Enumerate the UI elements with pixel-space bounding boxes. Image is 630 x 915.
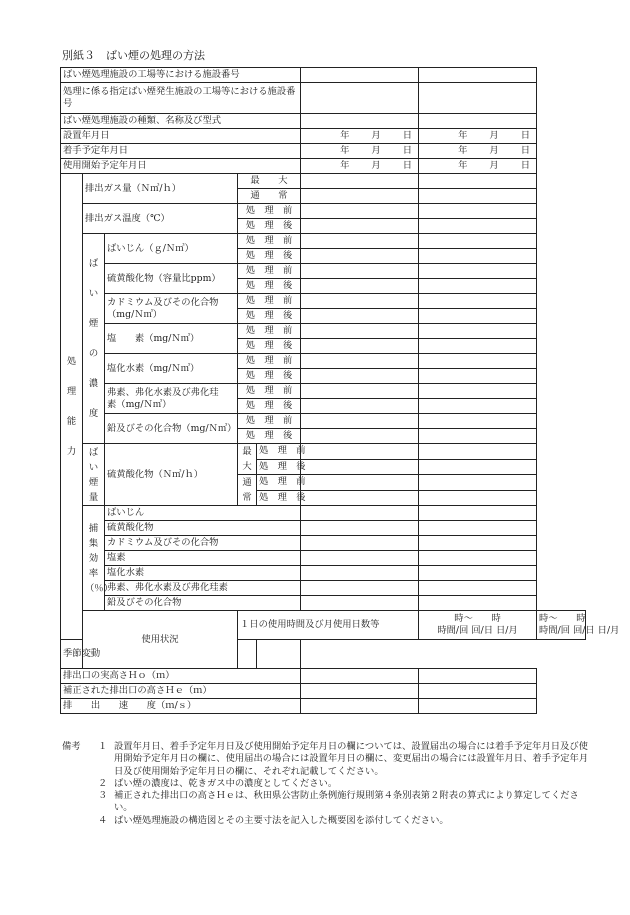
row-eff-f xyxy=(61,581,586,596)
label-pollutant: ばいじん（ｇ/Ｎ㎥） xyxy=(105,234,238,264)
input-cell[interactable] xyxy=(419,174,537,189)
label-normal-short: 通常 xyxy=(238,475,257,506)
label-outlet-velocity: 排 出 速 度（ｍ/ｓ） xyxy=(61,699,301,714)
year-label: 年 xyxy=(458,160,468,171)
input-cell[interactable] xyxy=(419,581,537,596)
label-after: 処 理 後 xyxy=(238,399,301,414)
label-after: 処 理 後 xyxy=(238,429,301,444)
row-facility-no xyxy=(61,68,586,83)
input-cell[interactable] xyxy=(301,429,419,444)
label-facility-type: ばい煙処理施設の種類、名称及び型式 xyxy=(61,114,301,129)
input-cell[interactable] xyxy=(419,536,537,551)
row-eff-hcl xyxy=(61,566,586,581)
input-cell[interactable] xyxy=(301,669,419,684)
label-after: 処 理 後 xyxy=(257,459,301,475)
input-cell[interactable] xyxy=(419,324,537,339)
row-amount-max-before xyxy=(61,444,586,460)
label-after: 処 理 後 xyxy=(257,490,301,506)
input-cell[interactable] xyxy=(419,429,537,444)
day-label: 日 xyxy=(520,145,531,156)
date-cell[interactable] xyxy=(419,129,537,144)
label-efficiency-item: 塩化水素 xyxy=(105,566,301,581)
month-label: 月 xyxy=(371,130,381,141)
day-label: 日 xyxy=(402,145,413,156)
input-cell[interactable] xyxy=(301,219,419,234)
input-cell[interactable] xyxy=(301,414,419,429)
input-cell[interactable] xyxy=(419,490,537,506)
label-max: 最 大 xyxy=(238,174,301,189)
remark-text: ばい煙処理施設の構造図とその主要寸法を記入した概要図を添付してください。 xyxy=(114,814,449,826)
input-cell[interactable] xyxy=(301,475,419,491)
input-cell[interactable] xyxy=(419,249,537,264)
label-efficiency-item: 鉛及びその化合物 xyxy=(105,596,301,611)
label-before: 処 理 前 xyxy=(257,475,301,491)
hours-cell[interactable] xyxy=(537,611,620,640)
input-cell[interactable] xyxy=(301,339,419,354)
row-designated-facility-no xyxy=(61,83,586,114)
input-cell[interactable] xyxy=(419,506,537,521)
date-cell[interactable] xyxy=(419,144,537,159)
input-cell[interactable] xyxy=(419,339,537,354)
label-after: 処 理 後 xyxy=(238,339,301,354)
row-outlet-actual-height xyxy=(61,669,586,684)
row-gas-temp-before xyxy=(61,204,586,219)
input-cell[interactable] xyxy=(419,459,537,475)
row-usage-season xyxy=(61,640,586,669)
row-eff-pb xyxy=(61,596,586,611)
row-facility-type xyxy=(61,114,586,129)
input-cell[interactable] xyxy=(419,384,537,399)
input-cell[interactable] xyxy=(301,309,419,324)
label-install-date: 設置年月日 xyxy=(61,129,301,144)
input-cell[interactable] xyxy=(301,699,419,714)
input-cell[interactable] xyxy=(301,506,419,521)
input-cell[interactable] xyxy=(301,566,419,581)
label-efficiency-item: カドミウム及びその化合物 xyxy=(105,536,301,551)
label-efficiency-item: 弗素、弗化水素及び弗化珪素 xyxy=(105,581,301,596)
hours-unit-top: 時～ 時 xyxy=(539,613,586,624)
label-normal: 通 常 xyxy=(238,189,301,204)
input-cell[interactable] xyxy=(419,234,537,249)
year-label: 年 xyxy=(340,160,350,171)
label-before: 処 理 前 xyxy=(238,354,301,369)
year-label: 年 xyxy=(458,145,468,156)
input-cell[interactable] xyxy=(419,596,537,611)
input-cell[interactable] xyxy=(301,249,419,264)
input-cell[interactable] xyxy=(419,68,537,83)
input-cell[interactable] xyxy=(301,294,419,309)
input-cell[interactable] xyxy=(301,536,419,551)
month-label: 月 xyxy=(371,145,381,156)
row-conc-hcl-before xyxy=(61,354,586,369)
input-cell[interactable] xyxy=(419,551,537,566)
input-cell[interactable] xyxy=(419,204,537,219)
label-after: 処 理 後 xyxy=(238,279,301,294)
label-efficiency-item: ばいじん xyxy=(105,506,301,521)
label-efficiency-item: 硫黄酸化物 xyxy=(105,521,301,536)
input-cell[interactable] xyxy=(301,279,419,294)
label-after: 処 理 後 xyxy=(238,249,301,264)
input-cell[interactable] xyxy=(419,83,537,114)
remarks-label: 備考 xyxy=(62,741,81,752)
remark-item xyxy=(62,741,590,778)
input-cell[interactable] xyxy=(419,294,537,309)
input-cell[interactable] xyxy=(419,354,537,369)
input-cell[interactable] xyxy=(301,459,419,475)
day-label: 日 xyxy=(520,130,531,141)
label-outlet-actual-height: 排出口の実高さＨｏ（ｍ） xyxy=(61,669,301,684)
input-cell[interactable] xyxy=(301,490,419,506)
treatment-method-form xyxy=(60,67,620,714)
input-cell[interactable] xyxy=(301,369,419,384)
input-cell[interactable] xyxy=(419,279,537,294)
input-cell[interactable] xyxy=(301,189,419,204)
row-eff-cd xyxy=(61,536,586,551)
year-label: 年 xyxy=(340,145,350,156)
remark-text: 補正された排出口の高さＨｅは、秋田県公害防止条例施行規則第４条別表第２附表の算式により算定してください。 xyxy=(114,790,579,814)
row-outlet-corrected-height xyxy=(61,684,586,699)
label-smoke-amount: ばい煙量 xyxy=(83,444,105,506)
row-gas-volume-max xyxy=(61,174,586,189)
label-efficiency-item: 塩素 xyxy=(105,551,301,566)
date-cell[interactable] xyxy=(301,144,419,159)
month-label: 月 xyxy=(489,145,499,156)
year-label: 年 xyxy=(340,130,350,141)
label-after: 処 理 後 xyxy=(238,219,301,234)
input-cell[interactable] xyxy=(301,68,419,83)
month-label: 月 xyxy=(489,130,499,141)
row-eff-dust xyxy=(61,506,586,521)
hours-unit-top: 時～ 時 xyxy=(454,613,501,624)
row-conc-cl-before xyxy=(61,324,586,339)
label-before: 処 理 前 xyxy=(238,234,301,249)
row-conc-cd-before xyxy=(61,294,586,309)
label-usage-status: 使用状況 xyxy=(83,611,238,669)
label-pollutant: 塩 素（mg/Ｎ㎥） xyxy=(105,324,238,354)
label-after: 処 理 後 xyxy=(238,309,301,324)
input-cell[interactable] xyxy=(419,309,537,324)
input-cell[interactable] xyxy=(301,174,419,189)
row-eff-cl xyxy=(61,551,586,566)
label-usage-hours: １日の使用時間及び月使用日数等 xyxy=(238,611,419,640)
remark-text: ばい煙の濃度は、乾きガス中の濃度としてください。 xyxy=(114,777,338,789)
input-cell[interactable] xyxy=(419,475,537,491)
row-start-plan-date xyxy=(61,144,586,159)
label-max-short: 最大 xyxy=(238,444,257,475)
input-cell[interactable] xyxy=(301,83,419,114)
page-title: 別紙３ ばい煙の処理の方法 xyxy=(62,49,205,62)
input-cell[interactable] xyxy=(301,234,419,249)
label-use-start-date: 使用開始予定年月日 xyxy=(61,159,301,174)
row-outlet-velocity xyxy=(61,699,586,714)
label-sox-amount: 硫黄酸化物（Ｎ㎥/ｈ） xyxy=(105,444,238,506)
input-cell[interactable] xyxy=(301,596,419,611)
label-pollutant: カドミウム及びその化合物（mg/Ｎ㎥） xyxy=(105,294,238,324)
input-cell[interactable] xyxy=(419,699,537,714)
remark-number: ３ xyxy=(98,790,108,802)
label-pollutant: 硫黄酸化物（容量比ppm） xyxy=(105,264,238,294)
label-before: 処 理 前 xyxy=(238,384,301,399)
row-conc-f-before xyxy=(61,384,586,399)
month-label: 月 xyxy=(489,160,499,171)
row-install-date xyxy=(61,129,586,144)
label-gas-temp: 排出ガス温度（℃） xyxy=(83,204,238,234)
input-cell[interactable] xyxy=(419,264,537,279)
label-after: 処 理 後 xyxy=(238,369,301,384)
label-pollutant: 鉛及びその化合物（mg/Ｎ㎥） xyxy=(105,414,238,444)
input-cell[interactable] xyxy=(419,114,537,129)
input-cell[interactable] xyxy=(419,444,537,460)
input-cell[interactable] xyxy=(301,684,419,699)
remark-number: ２ xyxy=(98,777,108,789)
label-facility-no: ばい煙処理施設の工場等における施設番号 xyxy=(61,68,301,83)
input-cell[interactable] xyxy=(419,669,537,684)
input-cell[interactable] xyxy=(301,324,419,339)
year-label: 年 xyxy=(458,130,468,141)
label-treatment-capacity: 処理能力 xyxy=(61,174,83,640)
input-cell[interactable] xyxy=(419,521,537,536)
label-pollutant: 塩化水素（mg/Ｎ㎥） xyxy=(105,354,238,384)
remarks xyxy=(62,741,590,827)
input-cell[interactable] xyxy=(419,189,537,204)
label-pollutant: 弗素、弗化水素及び弗化珪素（mg/Ｎ㎥） xyxy=(105,384,238,414)
hours-unit-bottom: 時間/回 回/日 日/月 xyxy=(437,625,518,636)
day-label: 日 xyxy=(520,160,531,171)
label-before: 処 理 前 xyxy=(257,444,301,460)
label-before: 処 理 前 xyxy=(238,204,301,219)
remark-number: １ xyxy=(98,741,108,752)
row-usage-hours xyxy=(61,611,586,640)
remark-item xyxy=(62,815,590,827)
input-cell[interactable] xyxy=(419,399,537,414)
input-cell[interactable] xyxy=(419,219,537,234)
remark-text: 設置年月日、着手予定年月日及び使用開始予定年月日の欄については、設置届出の場合には着手予定年月日及び使用開始予定年月日の欄に、使用届出の場合には設置年月日の欄に、変更届出の場合には設置年月日、着手予定年月日及び使用開始予定年月日の欄に、それぞれ記載してください。 xyxy=(114,741,589,777)
input-cell[interactable] xyxy=(301,264,419,279)
label-before: 処 理 前 xyxy=(238,414,301,429)
input-cell[interactable] xyxy=(301,204,419,219)
label-start-plan-date: 着手予定年月日 xyxy=(61,144,301,159)
input-cell[interactable] xyxy=(419,684,537,699)
hours-unit-bottom: 時間/回 回/日 日/月 xyxy=(539,625,620,636)
row-conc-sox-before xyxy=(61,264,586,279)
input-cell[interactable] xyxy=(301,384,419,399)
row-conc-dust-before xyxy=(61,234,586,249)
input-cell[interactable] xyxy=(419,566,537,581)
row-conc-pb-before xyxy=(61,414,586,429)
date-cell[interactable] xyxy=(301,129,419,144)
day-label: 日 xyxy=(402,160,413,171)
label-smoke-concentration: ばい煙の濃度 xyxy=(83,234,105,444)
input-cell[interactable] xyxy=(301,354,419,369)
date-cell[interactable] xyxy=(301,159,419,174)
label-before: 処 理 前 xyxy=(238,264,301,279)
input-cell[interactable] xyxy=(238,640,257,669)
input-cell[interactable] xyxy=(301,444,419,460)
remark-item xyxy=(62,790,590,815)
input-cell[interactable] xyxy=(301,581,419,596)
label-outlet-corrected-height: 補正された排出口の高さＨｅ（ｍ） xyxy=(61,684,301,699)
row-eff-sox xyxy=(61,521,586,536)
month-label: 月 xyxy=(371,160,381,171)
label-before: 処 理 前 xyxy=(238,294,301,309)
label-collection-efficiency: 捕集効率（％） xyxy=(83,506,105,611)
label-gas-volume: 排出ガス量（Ｎ㎥/ｈ） xyxy=(83,174,238,204)
label-seasonal-variation: 季節変動 xyxy=(61,640,238,669)
row-use-start-date xyxy=(61,159,586,174)
input-cell[interactable] xyxy=(419,369,537,384)
input-cell[interactable] xyxy=(301,114,419,129)
remark-number: ４ xyxy=(98,814,108,826)
input-cell[interactable] xyxy=(257,640,301,669)
input-cell[interactable] xyxy=(301,521,419,536)
input-cell[interactable] xyxy=(419,414,537,429)
label-designated-facility-no: 処理に係る指定ばい煙発生施設の工場等における施設番号 xyxy=(61,83,301,114)
hours-cell[interactable] xyxy=(419,611,537,640)
date-cell[interactable] xyxy=(419,159,537,174)
input-cell[interactable] xyxy=(301,399,419,414)
remark-item xyxy=(62,778,590,790)
day-label: 日 xyxy=(402,130,413,141)
input-cell[interactable] xyxy=(301,551,419,566)
label-before: 処 理 前 xyxy=(238,324,301,339)
